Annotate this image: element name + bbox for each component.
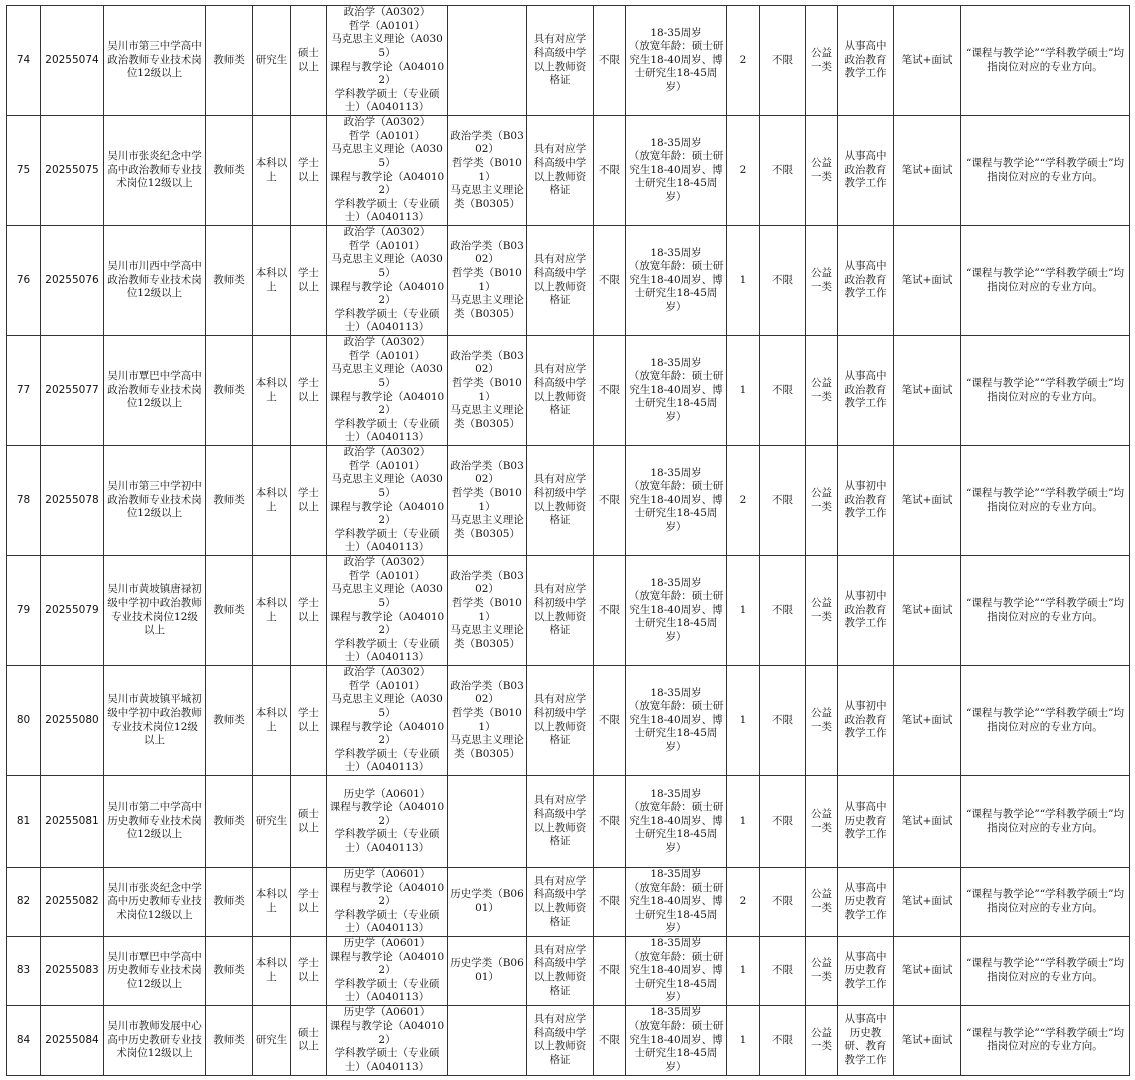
table-row	[7, 776, 1130, 868]
other-requirement-cell: 不限	[760, 1005, 806, 1075]
position-category-cell: 教师类	[206, 666, 253, 776]
unit-type-cell: 公益一类	[806, 556, 838, 666]
position-name-cell: 吴川市第三中学初中政治教师专业技术岗位12级以上	[104, 446, 206, 556]
education-requirement-cell: 研究生	[253, 776, 291, 868]
unit-type-cell: 公益一类	[806, 226, 838, 336]
age-requirement-cell: 18-35周岁 （放宽年龄：硕士研究生18-40周岁、博士研究生18-45周岁）	[626, 776, 727, 868]
other-requirement-cell: 不限	[760, 336, 806, 446]
certificate-requirement-cell: 具有对应学科高级中学以上教师资格证	[527, 336, 594, 446]
exam-method-cell: 笔试+面试	[894, 776, 961, 868]
education-requirement-cell: 本科以上	[253, 868, 291, 937]
notes-cell: “课程与教学论”“学科教学硕士”均指岗位对应的专业方向。	[961, 868, 1130, 937]
postgraduate-majors-cell: 政治学（A0302） 哲学（A0101） 马克思主义理论（A0305） 课程与教学论（A040102） 学科教学硕士（专业硕士）（A040113）	[327, 116, 448, 226]
education-requirement-cell: 本科以上	[253, 336, 291, 446]
position-name-cell: 吴川市黄坡镇唐禄初级中学初中政治教师专业技术岗位12级以上	[104, 556, 206, 666]
job-duty-cell: 从事高中历史教育教学工作	[838, 776, 894, 868]
certificate-requirement-cell: 具有对应学科高级中学以上教师资格证	[527, 6, 594, 116]
recruitment-table	[6, 5, 1130, 1076]
gender-requirement-cell: 不限	[594, 776, 626, 868]
undergraduate-majors-cell: 政治学类（B0302） 哲学类（B0101） 马克思主义理论类（B0305）	[448, 446, 527, 556]
other-requirement-cell: 不限	[760, 226, 806, 336]
postgraduate-majors-cell: 政治学（A0302） 哲学（A0101） 马克思主义理论（A0305） 课程与教学论（A040102） 学科教学硕士（专业硕士）（A040113）	[327, 226, 448, 336]
position-code-cell: 20255077	[41, 336, 104, 446]
degree-requirement-cell: 学士以上	[291, 226, 327, 336]
position-code-cell: 20255075	[41, 116, 104, 226]
age-requirement-cell: 18-35周岁 （放宽年龄：硕士研究生18-40周岁、博士研究生18-45周岁）	[626, 116, 727, 226]
table-row	[7, 446, 1130, 556]
hiring-count-cell: 1	[727, 936, 760, 1005]
position-code-cell: 20255074	[41, 6, 104, 116]
job-duty-cell: 从事初中政治教育教学工作	[838, 556, 894, 666]
hiring-count-cell: 1	[727, 556, 760, 666]
row-number-cell: 81	[7, 776, 41, 868]
position-name-cell: 吴川市川西中学高中政治教师专业技术岗位12级以上	[104, 226, 206, 336]
degree-requirement-cell: 学士以上	[291, 446, 327, 556]
hiring-count-cell: 1	[727, 226, 760, 336]
hiring-count-cell: 1	[727, 336, 760, 446]
notes-cell: “课程与教学论”“学科教学硕士”均指岗位对应的专业方向。	[961, 116, 1130, 226]
position-category-cell: 教师类	[206, 336, 253, 446]
unit-type-cell: 公益一类	[806, 6, 838, 116]
exam-method-cell: 笔试+面试	[894, 336, 961, 446]
hiring-count-cell: 1	[727, 1005, 760, 1075]
table-body	[7, 6, 1130, 1076]
undergraduate-majors-cell: 政治学类（B0302） 哲学类（B0101） 马克思主义理论类（B0305）	[448, 226, 527, 336]
postgraduate-majors-cell: 历史学（A0601） 课程与教学论（A040102） 学科教学硕士（专业硕士）（A040113）	[327, 936, 448, 1005]
education-requirement-cell: 本科以上	[253, 666, 291, 776]
position-code-cell: 20255076	[41, 226, 104, 336]
gender-requirement-cell: 不限	[594, 666, 626, 776]
position-name-cell: 吴川市张炎纪念中学高中历史教师专业技术岗位12级以上	[104, 868, 206, 937]
certificate-requirement-cell: 具有对应学科高级中学以上教师资格证	[527, 936, 594, 1005]
job-duty-cell: 从事初中政治教育教学工作	[838, 446, 894, 556]
hiring-count-cell: 1	[727, 666, 760, 776]
other-requirement-cell: 不限	[760, 556, 806, 666]
gender-requirement-cell: 不限	[594, 936, 626, 1005]
position-category-cell: 教师类	[206, 556, 253, 666]
hiring-count-cell: 1	[727, 776, 760, 868]
gender-requirement-cell: 不限	[594, 116, 626, 226]
job-duty-cell: 从事高中政治教育教学工作	[838, 116, 894, 226]
gender-requirement-cell: 不限	[594, 6, 626, 116]
undergraduate-majors-cell: 政治学类（B0302） 哲学类（B0101） 马克思主义理论类（B0305）	[448, 116, 527, 226]
postgraduate-majors-cell: 政治学（A0302） 哲学（A0101） 马克思主义理论（A0305） 课程与教学论（A040102） 学科教学硕士（专业硕士）（A040113）	[327, 6, 448, 116]
position-name-cell: 吴川市覃巴中学高中历史教师专业技术岗位12级以上	[104, 936, 206, 1005]
exam-method-cell: 笔试+面试	[894, 226, 961, 336]
unit-type-cell: 公益一类	[806, 666, 838, 776]
table-row	[7, 6, 1130, 116]
job-duty-cell: 从事高中政治教育教学工作	[838, 226, 894, 336]
position-category-cell: 教师类	[206, 1005, 253, 1075]
row-number-cell: 77	[7, 336, 41, 446]
position-code-cell: 20255082	[41, 868, 104, 937]
gender-requirement-cell: 不限	[594, 1005, 626, 1075]
degree-requirement-cell: 学士以上	[291, 666, 327, 776]
table-row	[7, 116, 1130, 226]
exam-method-cell: 笔试+面试	[894, 936, 961, 1005]
education-requirement-cell: 本科以上	[253, 226, 291, 336]
degree-requirement-cell: 学士以上	[291, 868, 327, 937]
row-number-cell: 74	[7, 6, 41, 116]
exam-method-cell: 笔试+面试	[894, 666, 961, 776]
notes-cell: “课程与教学论”“学科教学硕士”均指岗位对应的专业方向。	[961, 936, 1130, 1005]
education-requirement-cell: 本科以上	[253, 936, 291, 1005]
notes-cell: “课程与教学论”“学科教学硕士”均指岗位对应的专业方向。	[961, 226, 1130, 336]
postgraduate-majors-cell: 历史学（A0601） 课程与教学论（A040102） 学科教学硕士（专业硕士）（A040113）	[327, 776, 448, 868]
job-duty-cell: 从事初中政治教育教学工作	[838, 666, 894, 776]
certificate-requirement-cell: 具有对应学科初级中学以上教师资格证	[527, 446, 594, 556]
undergraduate-majors-cell: 政治学类（B0302） 哲学类（B0101） 马克思主义理论类（B0305）	[448, 556, 527, 666]
degree-requirement-cell: 学士以上	[291, 336, 327, 446]
position-name-cell: 吴川市第三中学高中政治教师专业技术岗位12级以上	[104, 6, 206, 116]
notes-cell: “课程与教学论”“学科教学硕士”均指岗位对应的专业方向。	[961, 666, 1130, 776]
other-requirement-cell: 不限	[760, 446, 806, 556]
hiring-count-cell: 2	[727, 868, 760, 937]
position-code-cell: 20255079	[41, 556, 104, 666]
degree-requirement-cell: 学士以上	[291, 116, 327, 226]
gender-requirement-cell: 不限	[594, 868, 626, 937]
exam-method-cell: 笔试+面试	[894, 868, 961, 937]
row-number-cell: 76	[7, 226, 41, 336]
gender-requirement-cell: 不限	[594, 556, 626, 666]
undergraduate-majors-cell	[448, 1005, 527, 1075]
other-requirement-cell: 不限	[760, 6, 806, 116]
notes-cell: “课程与教学论”“学科教学硕士”均指岗位对应的专业方向。	[961, 1005, 1130, 1075]
unit-type-cell: 公益一类	[806, 936, 838, 1005]
education-requirement-cell: 本科以上	[253, 116, 291, 226]
notes-cell: “课程与教学论”“学科教学硕士”均指岗位对应的专业方向。	[961, 556, 1130, 666]
postgraduate-majors-cell: 历史学（A0601） 课程与教学论（A040102） 学科教学硕士（专业硕士）（A040113）	[327, 868, 448, 937]
job-duty-cell: 从事高中政治教育教学工作	[838, 6, 894, 116]
position-category-cell: 教师类	[206, 226, 253, 336]
certificate-requirement-cell: 具有对应学科高级中学以上教师资格证	[527, 1005, 594, 1075]
hiring-count-cell: 2	[727, 6, 760, 116]
table-row	[7, 666, 1130, 776]
hiring-count-cell: 2	[727, 116, 760, 226]
age-requirement-cell: 18-35周岁 （放宽年龄：硕士研究生18-40周岁、博士研究生18-45周岁）	[626, 1005, 727, 1075]
degree-requirement-cell: 学士以上	[291, 936, 327, 1005]
age-requirement-cell: 18-35周岁 （放宽年龄：硕士研究生18-40周岁、博士研究生18-45周岁）	[626, 666, 727, 776]
row-number-cell: 82	[7, 868, 41, 937]
notes-cell: “课程与教学论”“学科教学硕士”均指岗位对应的专业方向。	[961, 446, 1130, 556]
undergraduate-majors-cell: 历史学类（B0601）	[448, 868, 527, 937]
unit-type-cell: 公益一类	[806, 776, 838, 868]
degree-requirement-cell: 硕士以上	[291, 6, 327, 116]
job-duty-cell: 从事高中历史教育教学工作	[838, 936, 894, 1005]
unit-type-cell: 公益一类	[806, 336, 838, 446]
row-number-cell: 83	[7, 936, 41, 1005]
gender-requirement-cell: 不限	[594, 226, 626, 336]
row-number-cell: 78	[7, 446, 41, 556]
unit-type-cell: 公益一类	[806, 446, 838, 556]
postgraduate-majors-cell: 政治学（A0302） 哲学（A0101） 马克思主义理论（A0305） 课程与教学论（A040102） 学科教学硕士（专业硕士）（A040113）	[327, 446, 448, 556]
age-requirement-cell: 18-35周岁 （放宽年龄：硕士研究生18-40周岁、博士研究生18-45周岁）	[626, 868, 727, 937]
education-requirement-cell: 本科以上	[253, 556, 291, 666]
position-code-cell: 20255081	[41, 776, 104, 868]
age-requirement-cell: 18-35周岁 （放宽年龄：硕士研究生18-40周岁、博士研究生18-45周岁）	[626, 6, 727, 116]
certificate-requirement-cell: 具有对应学科初级中学以上教师资格证	[527, 666, 594, 776]
exam-method-cell: 笔试+面试	[894, 6, 961, 116]
other-requirement-cell: 不限	[760, 868, 806, 937]
undergraduate-majors-cell	[448, 6, 527, 116]
gender-requirement-cell: 不限	[594, 336, 626, 446]
hiring-count-cell: 2	[727, 446, 760, 556]
position-code-cell: 20255080	[41, 666, 104, 776]
row-number-cell: 75	[7, 116, 41, 226]
undergraduate-majors-cell: 政治学类（B0302） 哲学类（B0101） 马克思主义理论类（B0305）	[448, 666, 527, 776]
other-requirement-cell: 不限	[760, 936, 806, 1005]
degree-requirement-cell: 硕士以上	[291, 776, 327, 868]
position-name-cell: 吴川市黄坡镇平城初级中学初中政治教师专业技术岗位12级以上	[104, 666, 206, 776]
degree-requirement-cell: 硕士以上	[291, 1005, 327, 1075]
position-category-cell: 教师类	[206, 6, 253, 116]
exam-method-cell: 笔试+面试	[894, 116, 961, 226]
table-row	[7, 336, 1130, 446]
other-requirement-cell: 不限	[760, 776, 806, 868]
position-name-cell: 吴川市覃巴中学高中政治教师专业技术岗位12级以上	[104, 336, 206, 446]
position-name-cell: 吴川市第二中学高中历史教师专业技术岗位12级以上	[104, 776, 206, 868]
table-row	[7, 868, 1130, 937]
unit-type-cell: 公益一类	[806, 1005, 838, 1075]
table-row	[7, 936, 1130, 1005]
notes-cell: “课程与教学论”“学科教学硕士”均指岗位对应的专业方向。	[961, 6, 1130, 116]
notes-cell: “课程与教学论”“学科教学硕士”均指岗位对应的专业方向。	[961, 336, 1130, 446]
postgraduate-majors-cell: 政治学（A0302） 哲学（A0101） 马克思主义理论（A0305） 课程与教学论（A040102） 学科教学硕士（专业硕士）（A040113）	[327, 336, 448, 446]
undergraduate-majors-cell: 历史学类（B0601）	[448, 936, 527, 1005]
unit-type-cell: 公益一类	[806, 868, 838, 937]
undergraduate-majors-cell: 政治学类（B0302） 哲学类（B0101） 马克思主义理论类（B0305）	[448, 336, 527, 446]
education-requirement-cell: 研究生	[253, 1005, 291, 1075]
job-duty-cell: 从事高中历史教育教学工作	[838, 868, 894, 937]
position-name-cell: 吴川市教师发展中心高中历史教研专业技术岗位12级以上	[104, 1005, 206, 1075]
notes-cell: “课程与教学论”“学科教学硕士”均指岗位对应的专业方向。	[961, 776, 1130, 868]
position-name-cell: 吴川市张炎纪念中学高中政治教师专业技术岗位12级以上	[104, 116, 206, 226]
position-code-cell: 20255084	[41, 1005, 104, 1075]
certificate-requirement-cell: 具有对应学科高级中学以上教师资格证	[527, 116, 594, 226]
position-category-cell: 教师类	[206, 116, 253, 226]
certificate-requirement-cell: 具有对应学科高级中学以上教师资格证	[527, 776, 594, 868]
row-number-cell: 80	[7, 666, 41, 776]
degree-requirement-cell: 学士以上	[291, 556, 327, 666]
exam-method-cell: 笔试+面试	[894, 1005, 961, 1075]
job-duty-cell: 从事高中政治教育教学工作	[838, 336, 894, 446]
certificate-requirement-cell: 具有对应学科高级中学以上教师资格证	[527, 226, 594, 336]
position-category-cell: 教师类	[206, 936, 253, 1005]
other-requirement-cell: 不限	[760, 116, 806, 226]
age-requirement-cell: 18-35周岁 （放宽年龄：硕士研究生18-40周岁、博士研究生18-45周岁）	[626, 556, 727, 666]
postgraduate-majors-cell: 政治学（A0302） 哲学（A0101） 马克思主义理论（A0305） 课程与教学论（A040102） 学科教学硕士（专业硕士）（A040113）	[327, 556, 448, 666]
age-requirement-cell: 18-35周岁 （放宽年龄：硕士研究生18-40周岁、博士研究生18-45周岁）	[626, 936, 727, 1005]
certificate-requirement-cell: 具有对应学科高级中学以上教师资格证	[527, 868, 594, 937]
job-duty-cell: 从事高中历史教研、教育教学工作	[838, 1005, 894, 1075]
row-number-cell: 84	[7, 1005, 41, 1075]
age-requirement-cell: 18-35周岁 （放宽年龄：硕士研究生18-40周岁、博士研究生18-45周岁）	[626, 226, 727, 336]
row-number-cell: 79	[7, 556, 41, 666]
table-row	[7, 556, 1130, 666]
table-row	[7, 226, 1130, 336]
position-category-cell: 教师类	[206, 446, 253, 556]
undergraduate-majors-cell	[448, 776, 527, 868]
postgraduate-majors-cell: 政治学（A0302） 哲学（A0101） 马克思主义理论（A0305） 课程与教学论（A040102） 学科教学硕士（专业硕士）（A040113）	[327, 666, 448, 776]
position-code-cell: 20255078	[41, 446, 104, 556]
postgraduate-majors-cell: 历史学（A0601） 课程与教学论（A040102） 学科教学硕士（专业硕士）（A040113）	[327, 1005, 448, 1075]
gender-requirement-cell: 不限	[594, 446, 626, 556]
age-requirement-cell: 18-35周岁 （放宽年龄：硕士研究生18-40周岁、博士研究生18-45周岁）	[626, 336, 727, 446]
education-requirement-cell: 本科以上	[253, 446, 291, 556]
certificate-requirement-cell: 具有对应学科初级中学以上教师资格证	[527, 556, 594, 666]
position-code-cell: 20255083	[41, 936, 104, 1005]
exam-method-cell: 笔试+面试	[894, 446, 961, 556]
education-requirement-cell: 研究生	[253, 6, 291, 116]
position-category-cell: 教师类	[206, 776, 253, 868]
age-requirement-cell: 18-35周岁 （放宽年龄：硕士研究生18-40周岁、博士研究生18-45周岁）	[626, 446, 727, 556]
position-category-cell: 教师类	[206, 868, 253, 937]
other-requirement-cell: 不限	[760, 666, 806, 776]
exam-method-cell: 笔试+面试	[894, 556, 961, 666]
unit-type-cell: 公益一类	[806, 116, 838, 226]
table-row	[7, 1005, 1130, 1075]
